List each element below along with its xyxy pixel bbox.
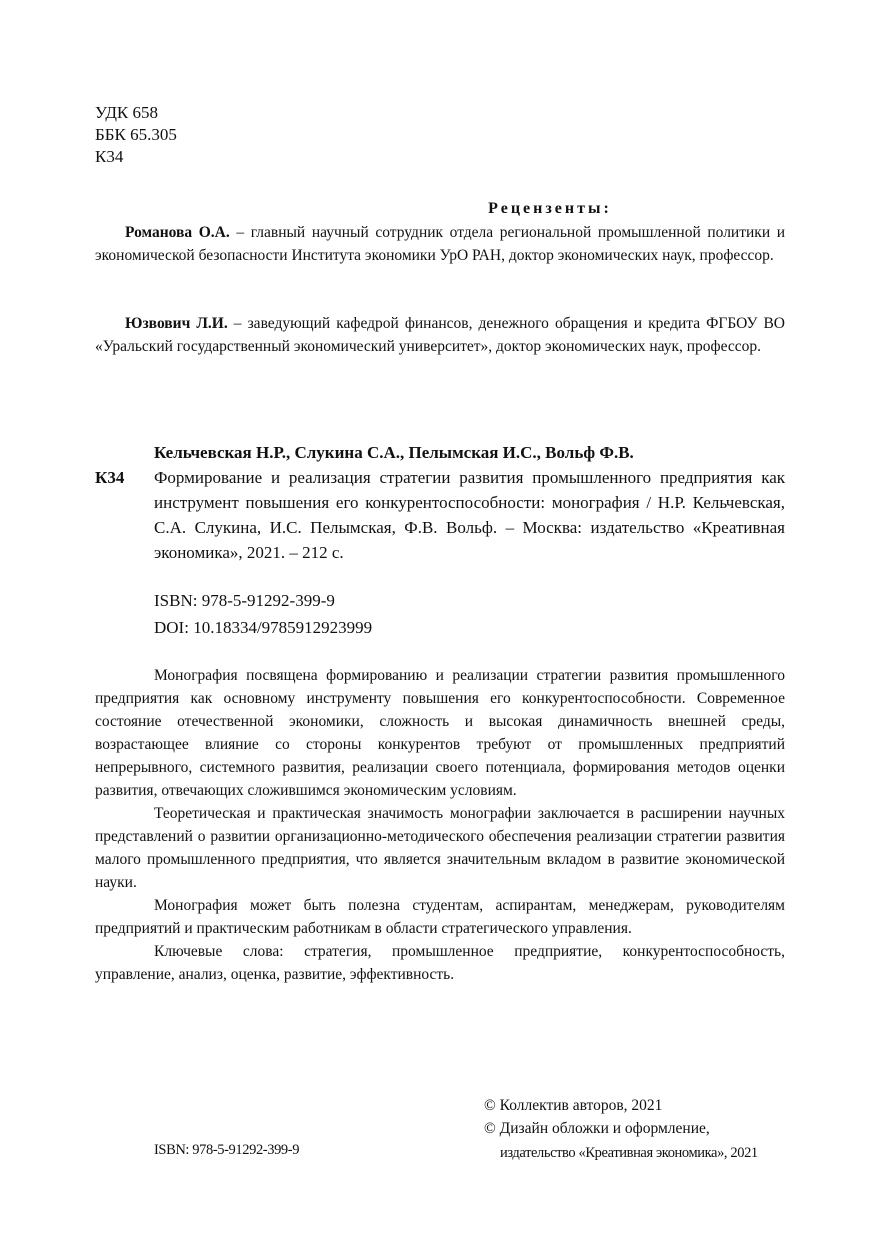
bibliographic-description: Формирование и реализация стратегии развития промышленного предприятия как инструмент повышения его конкурентоспособности: монография / Н.Р. Кельчевская, С.А. Слукина, И.С. Пелымская, Ф.В. Вольф. – Москва: издательство «Креативная экономика», 2021. – 212 с.: [154, 468, 785, 562]
abstract-paragraph: Теоретическая и практическая значимость монографии заключается в расширении научных представлений о развитии организационно-методического обеспечения реализации стратегии развития малого промышленного предприятия, что является значительным вкладом в развитие экономической науки.: [95, 805, 785, 891]
identifiers: [154, 587, 372, 641]
reviewer-entry: [95, 312, 785, 358]
copyright-block: [484, 1094, 758, 1165]
footer-isbn: ISBN: 978-5-91292-399-9: [154, 1142, 300, 1158]
reviewer-name: Романова О.А.: [125, 224, 230, 241]
reviewer-description: – заведующий кафедрой финансов, денежного обращения и кредита ФГБОУ ВО «Уральский государственный экономический университет», доктор экономических наук, профессор.: [95, 315, 785, 355]
bibliographic-record: [95, 440, 785, 565]
reviewer-description: – главный научный сотрудник отдела региональной промышленной политики и экономической безопасности Института экономики УрО РАН, доктор экономических наук, профессор.: [95, 224, 786, 264]
isbn: ISBN: 978-5-91292-399-9: [154, 591, 335, 610]
doi: DOI: 10.18334/9785912923999: [154, 618, 373, 637]
abstract-paragraph: Монография посвящена формированию и реализации стратегии развития промышленного предприятия как основному инструменту повышения его конкурентоспособности. Современное состояние отечественной экономики, сложность и высокая динамичность внешней среды, возрастающее влияние со стороны конкурентов требуют от промышленных предприятий непрерывного, системного развития, реализации своего потенциала, формирования методов оценки развития, отвечающих сложившимся экономическим условиям.: [95, 667, 785, 799]
classification-block: [95, 102, 177, 168]
bibliographic-code: К34: [95, 468, 125, 487]
bibliographic-authors: Кельчевская Н.Р., Слукина С.А., Пелымская И.С., Вольф Ф.В.: [154, 443, 634, 462]
reviewers-heading: Рецензенты:: [488, 200, 612, 217]
reviewer-entry: [95, 221, 785, 267]
keywords-paragraph: Ключевые слова: стратегия, промышленное предприятие, конкурентоспособность, управление, анализ, оценка, развитие, эффективность.: [95, 943, 785, 983]
bbk-code: ББК 65.305: [95, 125, 177, 144]
bibliographic-entry: [95, 465, 785, 565]
copyright-design: © Дизайн обложки и оформление,: [484, 1120, 710, 1137]
copyright-publisher: издательство «Креативная экономика», 2021: [500, 1145, 758, 1161]
abstract: [95, 664, 785, 986]
reviewer-name: Юзвович Л.И.: [125, 315, 228, 332]
abstract-paragraph: Монография может быть полезна студентам, аспирантам, менеджерам, руководителям предприятий и практическим работникам в области стратегического управления.: [95, 897, 785, 937]
udk-code: УДК 658: [95, 103, 159, 122]
copyright-authors: © Коллектив авторов, 2021: [484, 1097, 663, 1114]
author-mark: К34: [95, 147, 124, 166]
